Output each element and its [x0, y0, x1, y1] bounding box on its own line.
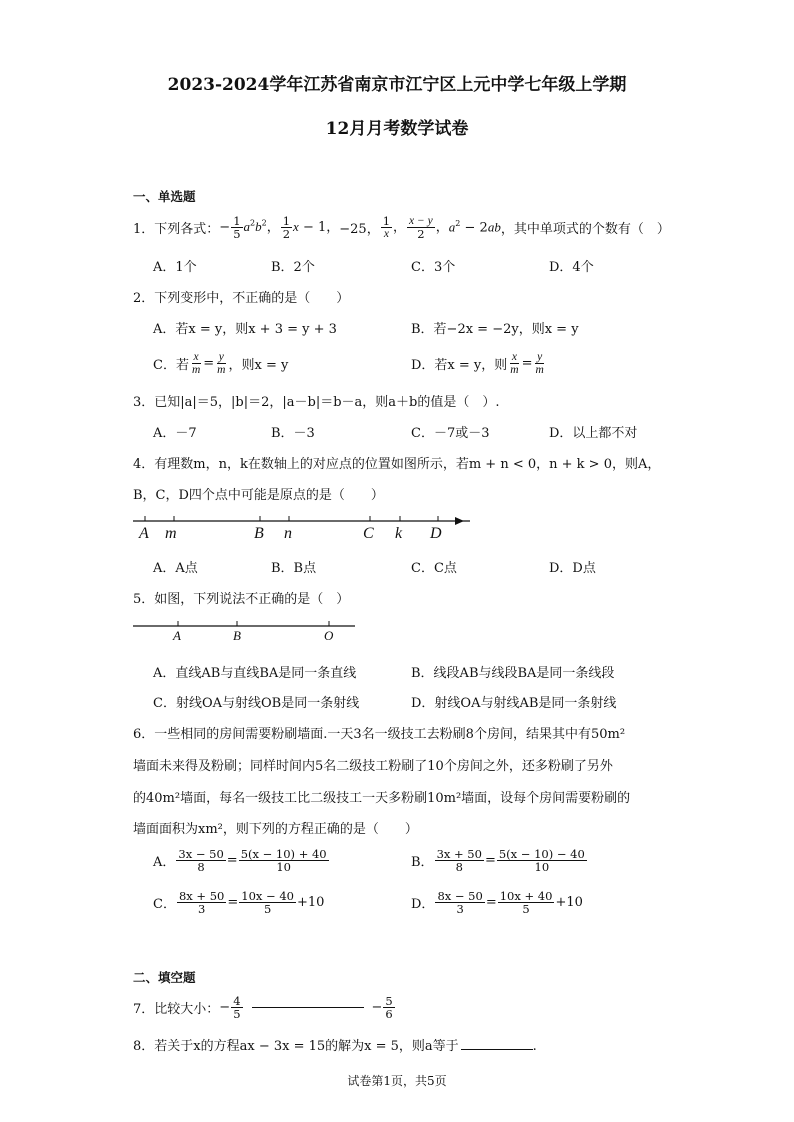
question-5-stem: 5．如图，下列说法不正确的是（ ）	[133, 592, 350, 607]
page-footer: 试卷第1页，共5页	[347, 1074, 447, 1088]
q7-right-den: 6	[385, 1006, 393, 1021]
q6-c-left-num: 8x + 50	[178, 888, 225, 903]
q6-c-right-den: 5	[263, 901, 272, 916]
number-line-arrow	[455, 517, 464, 525]
line-label-O: O	[324, 628, 334, 643]
question-4-stem-line2: B，C，D四个点中可能是原点的是（ ）	[133, 488, 384, 503]
q2-option-c[interactable]: C．若 $\frac{x}{m}$ = $\frac{y}{m}$ ，则x = y	[153, 350, 289, 376]
q6-b-label: B．	[411, 854, 434, 870]
q6-c-left-den: 3	[197, 901, 206, 916]
section-heading-single-choice: 一、单选题	[133, 189, 196, 204]
axis-label-A: A	[139, 525, 149, 542]
q6-option-c[interactable]: C． $\frac{8x + 50}{3}$ = $\frac{10x - 40}{5}$ +10	[153, 888, 325, 916]
q1-expr-6: $a^2 - 2ab$	[448, 218, 501, 236]
question-4-stem-line1: 4．有理数m，n，k在数轴上的对应点的位置如图所示，若m + n < 0，n + k > 0，则A，	[133, 457, 661, 472]
q1-suffix: ，其中单项式的个数有（ ）	[500, 221, 670, 237]
q3-option-a[interactable]: A．－7	[153, 426, 197, 441]
axis-label-B: B	[254, 525, 264, 542]
q1-expr-1: − $\frac{1}{5}$ $a^2b^2$，	[219, 213, 280, 241]
question-1-stem	[133, 210, 670, 244]
line-label-B: B	[233, 628, 241, 643]
q5-option-b[interactable]: B．线段AB与线段BA是同一条线段	[411, 666, 615, 681]
question-2-stem: 2．下列变形中，不正确的是（ ）	[133, 291, 350, 306]
q6-b-left-num: 3x + 50	[436, 846, 482, 861]
q5-option-d[interactable]: D．射线OA与射线AB是同一条射线	[411, 696, 617, 711]
q6-d-right-num: 10x + 40	[499, 888, 553, 903]
q8-end: .	[532, 1039, 537, 1054]
q7-answer-blank[interactable]	[252, 1006, 364, 1008]
axis-label-C: C	[363, 525, 374, 542]
q2-option-a[interactable]: A．若x = y，则x + 3 = y + 3	[153, 322, 337, 337]
q6-c-right-num: 10x − 40	[241, 888, 294, 903]
axis-label-k: k	[395, 525, 403, 542]
q8-text: 8．若关于x的方程ax − 3x = 15的解为x = 5，则a等于	[133, 1039, 459, 1054]
question-6-line3: 的40m²墙面，每名一级技工比二级技工一天多粉刷10m²墙面，设每个房间需要粉刷的	[133, 791, 631, 806]
q6-a-right-num: 5(x − 10) + 40	[240, 846, 327, 861]
q6-d-right-den: 5	[522, 901, 530, 916]
q3-option-c[interactable]: C．－7或－3	[411, 426, 490, 441]
q6-option-a[interactable]: A． $\frac{3x - 50}{8}$ = $\frac{5(x - 10) + 40}{10}$	[153, 846, 327, 874]
q7-prefix: 7．比较大小：	[133, 1001, 220, 1017]
q5-option-c[interactable]: C．射线OA与射线OB是同一条射线	[153, 696, 360, 711]
q6-c-label: C．	[153, 896, 176, 912]
q1-option-c[interactable]: C．3个	[411, 260, 456, 275]
q1-prefix: 1．下列各式：	[133, 221, 220, 237]
q6-c-tail: +10	[296, 894, 325, 910]
number-line-figure	[130, 510, 470, 530]
q1-option-d[interactable]: D．4个	[549, 260, 594, 275]
q6-a-right-den: 10	[276, 859, 291, 874]
q2-option-b[interactable]: B．若−2x = −2y，则x = y	[411, 322, 579, 337]
q7-left-den: 5	[233, 1006, 241, 1021]
q1-expr-5: $\frac{x - y}{2}$ ，	[409, 214, 449, 241]
q6-a-label: A．	[153, 854, 176, 870]
exam-title-line2: 12月月考数学试卷	[325, 119, 469, 139]
q1-option-a[interactable]: A．1个	[153, 260, 197, 275]
q6-a-left-num: 3x − 50	[178, 846, 224, 861]
axis-label-n: n	[284, 525, 292, 542]
exam-title-line1: 2023-2024学年江苏省南京市江宁区上元中学七年级上学期	[167, 75, 627, 95]
axis-label-m: m	[165, 525, 177, 542]
question-6-line1: 6．一些相同的房间需要粉刷墙面.一天3名一级技工去粉刷8个房间，结果其中有50m²	[133, 727, 626, 742]
q1-expr-2: $\frac{1}{2}$ x − 1，	[282, 213, 340, 241]
question-8	[133, 1035, 537, 1054]
q7-left-num: 4	[233, 993, 241, 1008]
q2-option-d[interactable]: D．若x = y，则 $\frac{x}{m}$ = $\frac{y}{m}$	[411, 350, 544, 376]
q6-a-left-den: 8	[197, 859, 205, 874]
q2-c-prefix: C．若	[153, 357, 189, 373]
axis-label-D: D	[430, 525, 442, 542]
q4-option-a[interactable]: A．A点	[153, 561, 198, 576]
q6-b-left-den: 8	[455, 859, 463, 874]
line-label-A: A	[173, 628, 181, 643]
q1-expr-4: $\frac{1}{x}$ ，	[382, 213, 407, 240]
q2-d-prefix: D．若x = y，则	[411, 357, 508, 373]
q1-option-b[interactable]: B．2个	[271, 260, 315, 275]
q6-d-left-num: 8x − 50	[437, 888, 483, 903]
q6-b-right-den: 10	[534, 859, 550, 874]
q3-option-b[interactable]: B．－3	[271, 426, 315, 441]
question-6-line2: 墙面未来得及粉刷；同样时间内5名二级技工粉刷了10个房间之外，还多粉刷了另外	[133, 759, 613, 774]
q4-option-d[interactable]: D．D点	[549, 561, 596, 576]
q8-answer-blank[interactable]	[461, 1048, 533, 1050]
q6-b-right-num: 5(x − 10) − 40	[498, 846, 585, 861]
question-6-line4: 墙面面积为xm²，则下列的方程正确的是（ ）	[133, 822, 418, 837]
q6-d-tail: +10	[555, 894, 583, 910]
q6-option-d[interactable]: D． $\frac{8x - 50}{3}$ = $\frac{10x + 40}{5}$ +10	[411, 888, 583, 916]
question-3-stem: 3．已知|a|＝5，|b|＝2，|a－b|＝b－a，则a＋b的值是（ ）.	[133, 395, 500, 410]
q3-option-d[interactable]: D．以上都不对	[549, 426, 638, 441]
q2-c-suffix: ，则x = y	[228, 357, 289, 373]
q5-option-a[interactable]: A．直线AB与直线BA是同一条直线	[153, 666, 357, 681]
q4-option-b[interactable]: B．B点	[271, 561, 317, 576]
q6-d-left-den: 3	[456, 901, 464, 916]
q6-d-label: D．	[411, 896, 435, 912]
q6-option-b[interactable]: B． $\frac{3x + 50}{8}$ = $\frac{5(x - 10) - 40}{10}$	[411, 846, 585, 874]
q7-right-num: 5	[385, 993, 393, 1008]
question-7: 7．比较大小： − $\frac{4}{5}$ − $\frac{5}{6}$	[133, 993, 393, 1021]
q1-expr-3: −25，	[339, 221, 380, 237]
section-heading-fill-blank: 二、填空题	[133, 970, 196, 985]
q4-option-c[interactable]: C．C点	[411, 561, 457, 576]
